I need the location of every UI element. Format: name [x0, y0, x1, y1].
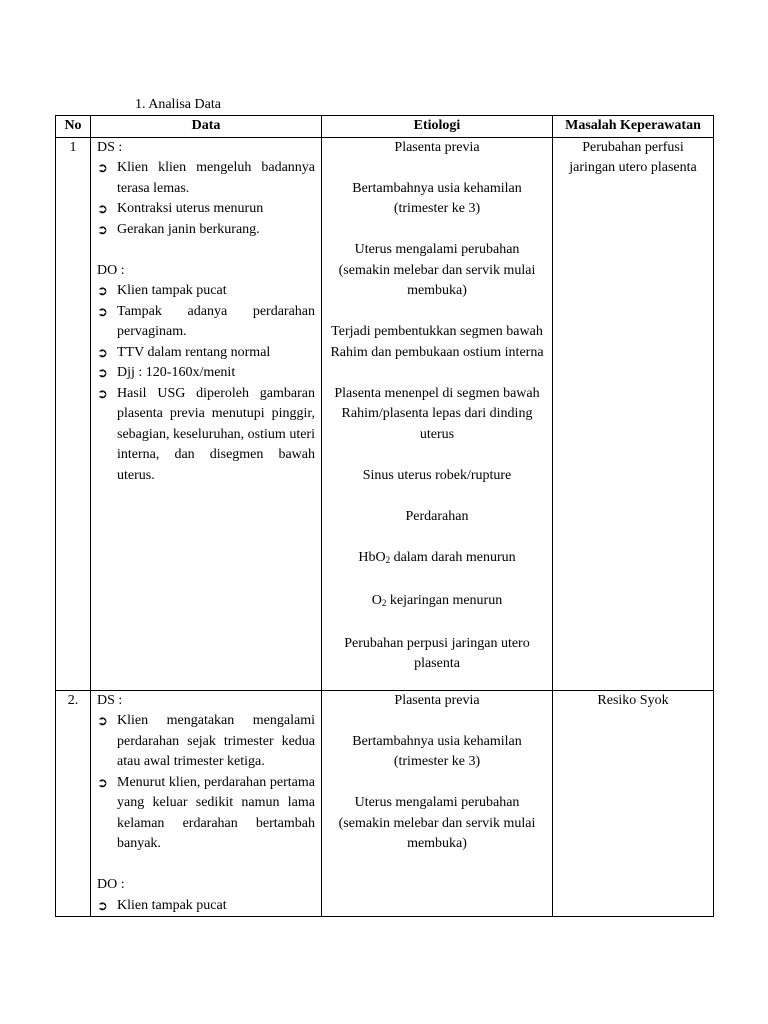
arrow-bullet-icon: ➲ [97, 365, 108, 380]
arrow-bullet-icon: ➲ [97, 201, 108, 216]
list-item: ➲ Klien tampak pucat [97, 281, 315, 302]
header-masalah: Masalah Keperawatan [553, 116, 714, 138]
list-item: ➲ Klien klien mengeluh badannya terasa lemas. [97, 158, 315, 199]
etiologi-step: Plasenta menenpel di segmen bawah Rahim/plasenta lepas dari dinding uterus [334, 385, 540, 442]
row-number: 1 [56, 137, 91, 690]
header-row [56, 116, 714, 138]
section-heading: 1. Analisa Data [135, 97, 221, 112]
list-item: ➲ Djj : 120-160x/menit [97, 363, 315, 384]
header-data: Data [91, 116, 322, 138]
etiologi-step: Bertambahnya usia kehamilan (trimester ke 3) [352, 733, 522, 769]
arrow-bullet-icon: ➲ [97, 160, 108, 175]
etiologi-step-hbo2: HbO$_2$ dalam darah menurun [358, 549, 516, 565]
etiologi-cell [322, 690, 553, 917]
row-number: 2. [56, 690, 91, 917]
etiologi-step: Plasenta previa [394, 139, 480, 155]
list-item: ➲ Gerakan janin berkurang. [97, 220, 315, 241]
etiologi-step: Terjadi pembentukkan segmen bawah Rahim dan pembukaan ostium interna [330, 324, 544, 360]
etiologi-step: Uterus mengalami perubahan (semakin melebar dan servik mulai membuka) [338, 242, 536, 298]
etiologi-step: Plasenta previa [394, 692, 480, 708]
list-item: ➲ Tampak adanya perdarahan pervaginam. [97, 302, 315, 343]
masalah-cell: Perubahan perfusi jaringan utero plasenta [553, 137, 714, 690]
arrow-bullet-icon: ➲ [97, 344, 108, 360]
list-item: ➲ Kontraksi uterus menurun [97, 199, 315, 220]
arrow-bullet-icon: ➲ [97, 303, 108, 319]
list-item: ➲ Klien mengatakan mengalami perdarahan sejak trimester kedua atau awal trimester ketiga. [97, 711, 315, 773]
data-cell [91, 137, 322, 690]
etiologi-step: Perubahan perpusi jaringan utero plasenta [344, 635, 530, 671]
list-item: ➲ TTV dalam rentang normal [97, 343, 315, 364]
etiologi-step: Sinus uterus robek/rupture [362, 467, 512, 483]
table-row [56, 137, 714, 690]
arrow-bullet-icon: ➲ [97, 385, 108, 401]
do-label: DO : [97, 262, 125, 278]
etiologi-step-o2: $O_2$ kejaringan menurun [371, 592, 503, 608]
etiologi-cell [322, 137, 553, 690]
list-item: ➲ Menurut klien, perdarahan pertama yang keluar sedikit namun lama kelaman erdarahan bertambah banyak. [97, 773, 315, 855]
ds-label: DS : [97, 139, 123, 155]
data-cell [91, 690, 322, 917]
arrow-bullet-icon: ➲ [97, 897, 108, 913]
arrow-bullet-icon: ➲ [97, 283, 108, 298]
ds-label: DS : [97, 692, 123, 708]
masalah-cell: Resiko Syok [553, 690, 714, 917]
table-row [56, 690, 714, 917]
etiologi-step: Bertambahnya usia kehamilan (trimester ke 3) [352, 180, 522, 216]
do-label: DO : [97, 877, 125, 892]
list-item: ➲ Klien tampak pucat [97, 896, 315, 917]
arrow-bullet-icon: ➲ [97, 221, 108, 237]
etiologi-step: Perdarahan [405, 508, 469, 524]
header-etiologi: Etiologi [322, 116, 553, 138]
analisa-data-table [55, 115, 714, 917]
list-item: ➲ Hasil USG diperoleh gambaran plasenta previa menutupi pinggir, sebagian, keseluruhan, ostium uteri interna, dan disegmen bawah uterus. [97, 384, 315, 487]
arrow-bullet-icon: ➲ [97, 774, 108, 790]
header-no: No [56, 116, 91, 138]
etiologi-step: Uterus mengalami perubahan (semakin melebar dan servik mulai membuka) [338, 795, 536, 851]
arrow-bullet-icon: ➲ [97, 713, 108, 728]
